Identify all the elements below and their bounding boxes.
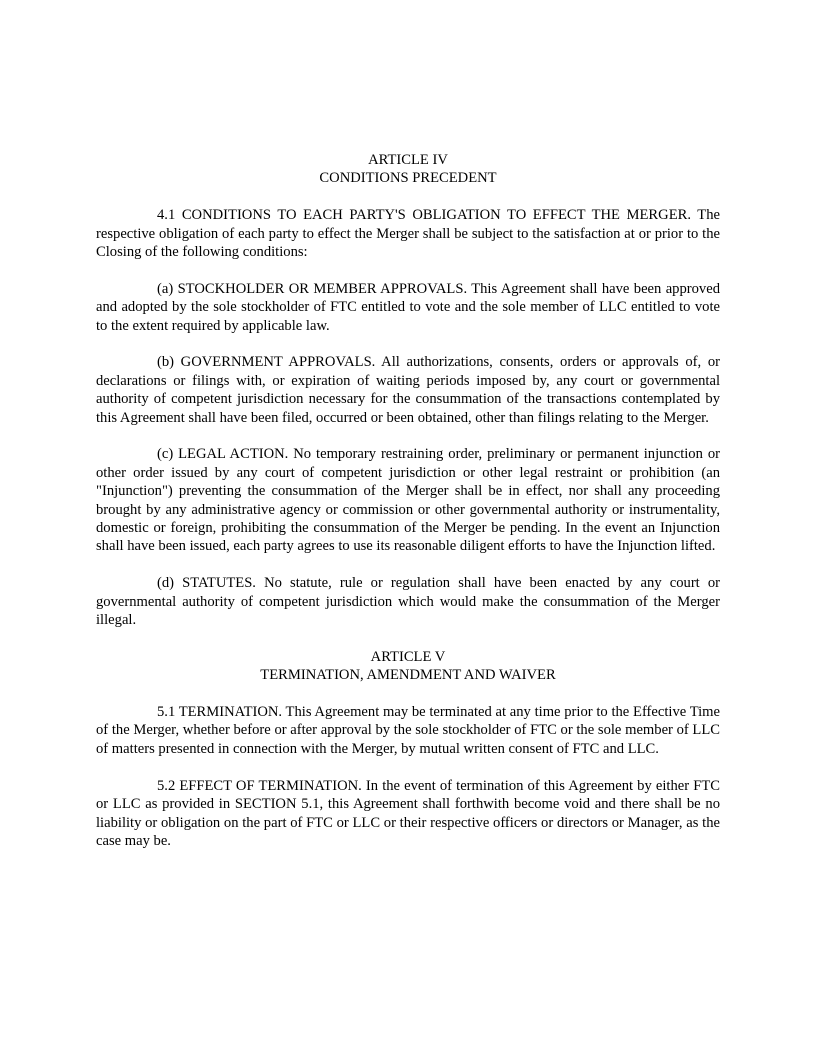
article-iv-title: CONDITIONS PRECEDENT xyxy=(319,170,497,187)
article-iv-number: ARTICLE IV xyxy=(368,152,448,168)
section-5-1-paragraph: 5.1 TERMINATION. This Agreement may be terminated at any time prior to the Effective Time of the Merger, whether before or after approval by the sole stockholder of FTC or the sole member of LLC of matters presented in connection with the Merger, by mutual written consent of FTC and LLC. xyxy=(96,704,720,757)
section-5-2-paragraph: 5.2 EFFECT OF TERMINATION. In the event of termination of this Agreement by either FTC or LLC as provided in SECTION 5.1, this Agreement shall forthwith become void and there shall be no liability or obligation on the part of FTC or LLC or their respective officers or directors or Manager, as the case may be. xyxy=(96,777,720,849)
document-page xyxy=(96,151,720,850)
article-v-number: ARTICLE V xyxy=(370,648,446,665)
article-iv-heading xyxy=(96,151,720,188)
section-4-1-c-paragraph: (c) LEGAL ACTION. No temporary restraining order, preliminary or permanent injunction or other order issued by any court of competent jurisdiction or other legal restraint or prohibition (an "Injunction") preventing the consummation of the Merger shall be in effect, nor shall any proceeding brought by any administrative agency or commission or other governmental authority or instrumentality, domestic or foreign, prohibiting the consummation of the Merger be pending. In the event an Injunction shall have been issued, each party agrees to use its reasonable diligent efforts to have the Injunction lifted. xyxy=(96,446,720,555)
article-v-title: TERMINATION, AMENDMENT AND WAIVER xyxy=(260,667,556,684)
section-4-1-b-paragraph: (b) GOVERNMENT APPROVALS. All authorizations, consents, orders or approvals of, or declarations or filings with, or expiration of waiting periods imposed by, any court or governmental authority of competent jurisdiction necessary for the consummation of the transactions contemplated by this Agreement shall have been filed, occurred or been obtained, other than filings relating to the Merger. xyxy=(96,354,720,426)
section-4-1-d-paragraph: (d) STATUTES. No statute, rule or regulation shall have been enacted by any court or governmental authority of competent jurisdiction which would make the consummation of the Merger illegal. xyxy=(96,575,720,629)
section-4-1-paragraph: 4.1 CONDITIONS TO EACH PARTY'S OBLIGATION TO EFFECT THE MERGER. The respective obligation of each party to effect the Merger shall be subject to the satisfaction at or prior to the Closing of the following conditions: xyxy=(96,207,720,261)
section-4-1-a-paragraph: (a) STOCKHOLDER OR MEMBER APPROVALS. This Agreement shall have been approved and adopted by the sole stockholder of FTC entitled to vote and the sole member of LLC entitled to vote to the extent required by applicable law. xyxy=(96,280,720,334)
article-v-heading xyxy=(96,648,720,685)
